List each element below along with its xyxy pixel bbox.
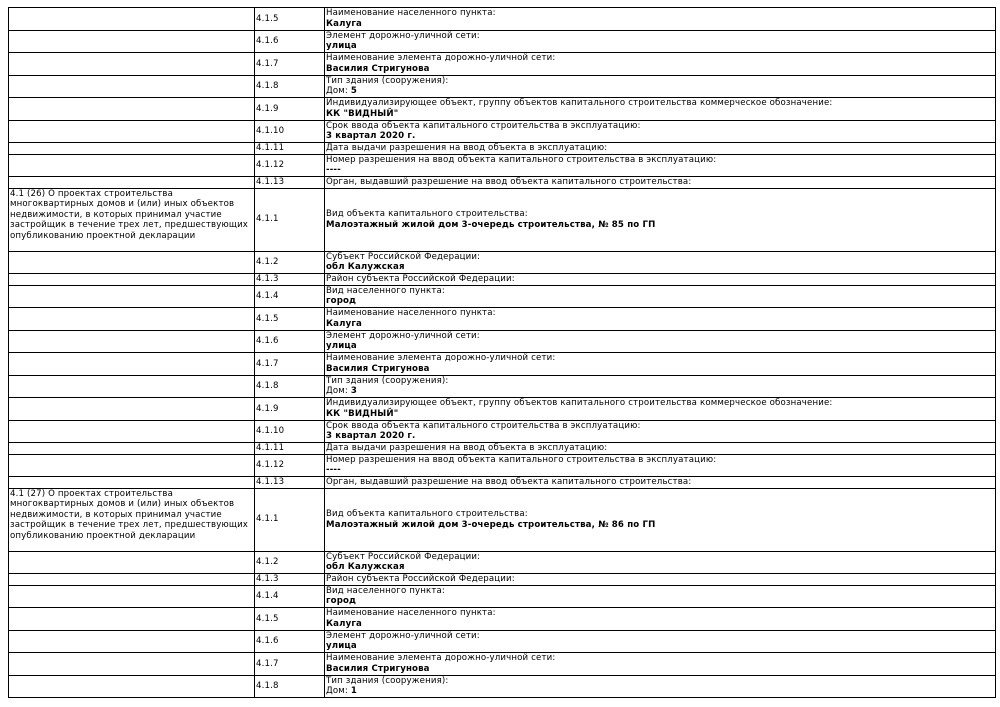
section-cell [9, 30, 255, 53]
section-cell [9, 274, 255, 286]
field-label: Наименование элемента дорожно-уличной сети: [326, 53, 556, 64]
code-cell: 4.1.5 [255, 308, 325, 331]
field-label: Дата выдачи разрешения на ввод объекта в эксплуатацию: [326, 443, 608, 453]
field-label: Наименование элемента дорожно-уличной сети: [326, 653, 556, 664]
field-cell [325, 398, 996, 421]
field-value-line [326, 431, 994, 442]
field-label: Вид населенного пункта: [326, 585, 445, 596]
table-row [9, 443, 996, 455]
field-value: Калуга [326, 618, 362, 629]
code-cell: 4.1.4 [255, 585, 325, 608]
section-cell [9, 75, 255, 98]
field-value-line [326, 562, 994, 573]
field-value-line [326, 296, 994, 307]
field-value: город [326, 296, 357, 307]
table-row [9, 353, 996, 376]
field-cell [325, 308, 996, 331]
code-cell: 4.1.5 [255, 608, 325, 631]
table-row [9, 285, 996, 308]
field-label: Орган, выдавший разрешение на ввод объекта капитального строительства: [326, 477, 692, 487]
table-row [9, 675, 996, 698]
field-value-line [326, 386, 994, 397]
field-label: Срок ввода объекта капитального строительства в эксплуатацию: [326, 120, 641, 131]
field-cell [325, 585, 996, 608]
field-cell [325, 443, 996, 455]
table-row [9, 251, 996, 274]
code-cell: 4.1.7 [255, 53, 325, 76]
code-cell: 4.1.9 [255, 98, 325, 121]
field-label: Наименование населенного пункта: [326, 8, 496, 19]
code-cell: 4.1.3 [255, 274, 325, 286]
field-cell [325, 285, 996, 308]
table-body [9, 8, 996, 698]
field-label: Тип здания (сооружения): [326, 75, 449, 86]
table-row [9, 420, 996, 443]
field-value-line [326, 131, 994, 142]
section-cell [9, 443, 255, 455]
field-label: Вид населенного пункта: [326, 285, 445, 296]
section-cell [9, 98, 255, 121]
field-value-line [326, 520, 994, 531]
section-cell [9, 454, 255, 477]
field-value-line [326, 596, 994, 607]
field-cell [325, 98, 996, 121]
field-label: Субъект Российской Федерации: [326, 551, 481, 562]
table-row [9, 330, 996, 353]
field-cell [325, 630, 996, 653]
field-cell [325, 154, 996, 177]
field-prefix: Дом: [326, 386, 351, 397]
table-row [9, 454, 996, 477]
field-cell [325, 477, 996, 489]
field-label: Орган, выдавший разрешение на ввод объекта капитального строительства: [326, 177, 692, 187]
code-cell: 4.1.12 [255, 454, 325, 477]
field-value-line [326, 341, 994, 352]
section-cell: 4.1 (26) О проектах строительства многоквартирных домов и (или) иных объектов недвижимости, в которых принимал участие застройщик в течение трех лет, предшествующих опубликованию проектной декларации [9, 188, 255, 251]
table-row [9, 143, 996, 155]
field-cell [325, 53, 996, 76]
field-label: Дата выдачи разрешения на ввод объекта в эксплуатацию: [326, 143, 608, 153]
field-label: Вид объекта капитального строительства: [326, 509, 528, 519]
table-row [9, 53, 996, 76]
table-row [9, 630, 996, 653]
field-value: Малоэтажный жилой дом 3-очередь строительства, № 85 по ГП [326, 219, 656, 230]
section-cell [9, 154, 255, 177]
code-cell: 4.1.1 [255, 488, 325, 551]
table-row [9, 653, 996, 676]
code-cell: 4.1.11 [255, 443, 325, 455]
field-cell [325, 251, 996, 274]
field-value: 3 квартал 2020 г. [326, 431, 416, 442]
table-row [9, 551, 996, 574]
field-value: Василия Стригунова [326, 63, 430, 74]
field-value: Василия Стригунова [326, 663, 430, 674]
field-cell [325, 488, 996, 551]
code-cell: 4.1.13 [255, 177, 325, 189]
field-label: Номер разрешения на ввод объекта капитального строительства в эксплуатацию: [326, 454, 717, 465]
field-value: Калуга [326, 318, 362, 329]
field-prefix: Дом: [326, 686, 351, 697]
field-value-line [326, 641, 994, 652]
field-label: Наименование населенного пункта: [326, 608, 496, 619]
field-value: КК "ВИДНЫЙ" [326, 108, 399, 119]
section-cell [9, 375, 255, 398]
section-cell [9, 630, 255, 653]
field-label: Номер разрешения на ввод объекта капитального строительства в эксплуатацию: [326, 154, 717, 165]
field-cell [325, 574, 996, 586]
field-cell [325, 420, 996, 443]
field-value-line [326, 664, 994, 675]
table-row [9, 308, 996, 331]
field-label: Наименование населенного пункта: [326, 308, 496, 319]
section-cell [9, 398, 255, 421]
code-cell: 4.1.6 [255, 630, 325, 653]
table-row [9, 177, 996, 189]
field-cell [325, 177, 996, 189]
code-cell: 4.1.3 [255, 574, 325, 586]
code-cell: 4.1.13 [255, 477, 325, 489]
code-cell: 4.1.4 [255, 285, 325, 308]
section-cell [9, 420, 255, 443]
section-cell [9, 53, 255, 76]
code-cell: 4.1.5 [255, 8, 325, 31]
field-value-line [326, 262, 994, 273]
section-cell [9, 551, 255, 574]
field-value: Малоэтажный жилой дом 3-очередь строительства, № 86 по ГП [326, 519, 656, 530]
field-cell [325, 608, 996, 631]
table-row [9, 574, 996, 586]
field-cell [325, 188, 996, 251]
field-value: КК "ВИДНЫЙ" [326, 408, 399, 419]
field-label: Срок ввода объекта капитального строительства в эксплуатацию: [326, 420, 641, 431]
code-cell: 4.1.10 [255, 120, 325, 143]
field-value-line [326, 86, 994, 97]
code-cell: 4.1.2 [255, 251, 325, 274]
field-value: Василия Стригунова [326, 363, 430, 374]
table-row [9, 120, 996, 143]
code-cell: 4.1.12 [255, 154, 325, 177]
code-cell: 4.1.2 [255, 551, 325, 574]
field-value: город [326, 596, 357, 607]
table-row [9, 488, 996, 551]
field-label: Элемент дорожно-уличной сети: [326, 630, 480, 641]
field-value-line [326, 64, 994, 75]
field-cell [325, 30, 996, 53]
field-cell [325, 143, 996, 155]
field-label: Тип здания (сооружения): [326, 675, 449, 686]
field-value: 1 [350, 686, 357, 697]
section-cell [9, 477, 255, 489]
field-label: Тип здания (сооружения): [326, 375, 449, 386]
field-label: Элемент дорожно-уличной сети: [326, 330, 480, 341]
field-value-line [326, 686, 994, 697]
field-label: Вид объекта капитального строительства: [326, 209, 528, 219]
field-value: обл Калужская [326, 562, 405, 573]
code-cell: 4.1.11 [255, 143, 325, 155]
section-cell [9, 177, 255, 189]
field-value-line [326, 465, 994, 476]
section-cell [9, 251, 255, 274]
table-row [9, 98, 996, 121]
code-cell: 4.1.10 [255, 420, 325, 443]
section-cell [9, 585, 255, 608]
field-label: Индивидуализирующее объект, группу объектов капитального строительства коммерческое обозначение: [326, 98, 833, 109]
section-cell [9, 143, 255, 155]
section-cell [9, 120, 255, 143]
field-cell [325, 274, 996, 286]
field-cell [325, 675, 996, 698]
code-cell: 4.1.7 [255, 653, 325, 676]
section-cell [9, 8, 255, 31]
field-label: Наименование элемента дорожно-уличной сети: [326, 353, 556, 364]
field-prefix: Дом: [326, 86, 351, 97]
field-label: Элемент дорожно-уличной сети: [326, 30, 480, 41]
code-cell: 4.1.8 [255, 75, 325, 98]
field-value-line [326, 220, 994, 231]
field-cell [325, 353, 996, 376]
table-row [9, 375, 996, 398]
field-value: 5 [350, 86, 357, 97]
field-cell [325, 454, 996, 477]
field-value: улица [326, 641, 357, 652]
table-row [9, 585, 996, 608]
field-value: ---- [326, 465, 341, 476]
field-cell [325, 551, 996, 574]
table-row [9, 154, 996, 177]
field-value-line [326, 19, 994, 30]
field-value: Калуга [326, 18, 362, 29]
field-value: улица [326, 341, 357, 352]
section-cell [9, 285, 255, 308]
table-row [9, 75, 996, 98]
field-value: обл Калужская [326, 262, 405, 273]
field-label: Район субъекта Российской Федерации: [326, 274, 515, 284]
table-row [9, 608, 996, 631]
table-row [9, 30, 996, 53]
field-value-line [326, 319, 994, 330]
section-cell [9, 574, 255, 586]
field-value: улица [326, 41, 357, 52]
field-cell [325, 75, 996, 98]
section-cell [9, 653, 255, 676]
code-cell: 4.1.6 [255, 330, 325, 353]
field-value: 3 [350, 386, 357, 397]
table-row [9, 398, 996, 421]
table-row [9, 274, 996, 286]
field-label: Район субъекта Российской Федерации: [326, 574, 515, 584]
section-cell [9, 353, 255, 376]
field-value-line [326, 165, 994, 176]
field-label: Индивидуализирующее объект, группу объектов капитального строительства коммерческое обозначение: [326, 398, 833, 409]
section-cell [9, 675, 255, 698]
code-cell: 4.1.6 [255, 30, 325, 53]
field-value-line [326, 619, 994, 630]
table-row [9, 8, 996, 31]
field-value-line [326, 364, 994, 375]
code-cell: 4.1.9 [255, 398, 325, 421]
section-cell [9, 308, 255, 331]
table-row [9, 188, 996, 251]
declaration-table [8, 7, 996, 698]
section-cell [9, 330, 255, 353]
field-value-line [326, 409, 994, 420]
field-cell [325, 8, 996, 31]
field-cell [325, 653, 996, 676]
field-cell [325, 330, 996, 353]
code-cell: 4.1.8 [255, 675, 325, 698]
code-cell: 4.1.1 [255, 188, 325, 251]
code-cell: 4.1.8 [255, 375, 325, 398]
field-cell [325, 375, 996, 398]
section-cell [9, 608, 255, 631]
field-cell [325, 120, 996, 143]
field-value: ---- [326, 165, 341, 176]
code-cell: 4.1.7 [255, 353, 325, 376]
field-value-line [326, 109, 994, 120]
table-row [9, 477, 996, 489]
field-label: Субъект Российской Федерации: [326, 251, 481, 262]
section-cell: 4.1 (27) О проектах строительства многоквартирных домов и (или) иных объектов недвижимости, в которых принимал участие застройщик в течение трех лет, предшествующих опубликованию проектной декларации [9, 488, 255, 551]
field-value: 3 квартал 2020 г. [326, 131, 416, 142]
field-value-line [326, 41, 994, 52]
